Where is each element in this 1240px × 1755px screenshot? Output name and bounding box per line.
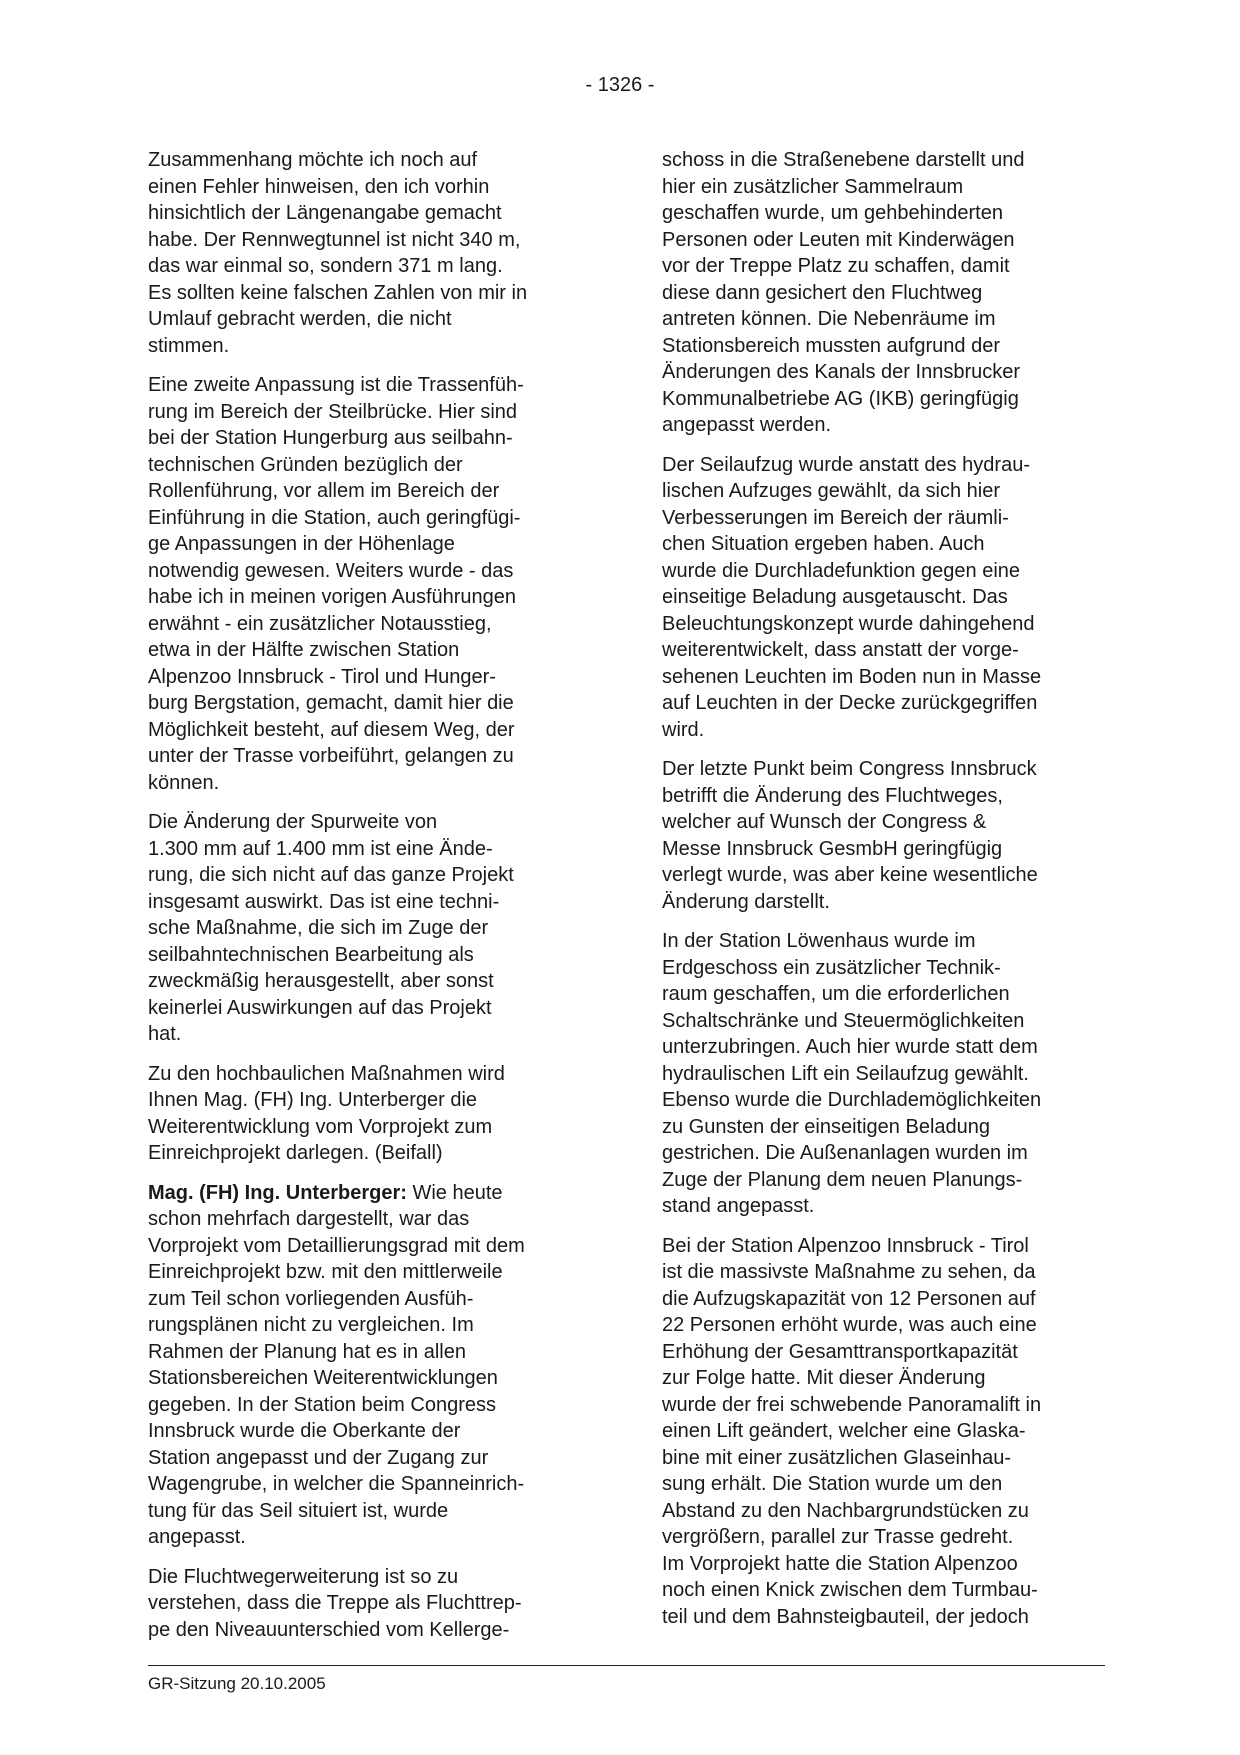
left-column	[148, 147, 588, 1656]
speaker-paragraph	[148, 1180, 588, 1551]
paragraph: Eine zweite Anpassung ist die Trassenfüh- rung im Bereich der Steilbrücke. Hier sind bei der Station Hungerburg aus seilbahn- technischen Gründen bezüglich der Rollenführung, vor allem im Bereich der Einführung in die Station, auch geringfügi- ge Anpassungen in der Höhenlage notwendig gewesen. Weiters wurde - das habe ich in meinen vorigen Ausführungen erwähnt - ein zusätzlicher Notausstieg, etwa in der Hälfte zwischen Station Alpenzoo Innsbruck - Tirol und Hunger- burg Bergstation, gemacht, damit hier die Möglichkeit besteht, auf diesem Weg, der unter der Trasse vorbeiführt, gelangen zu können.	[148, 374, 524, 794]
paragraph: Die Fluchtwegerweiterung ist so zu verstehen, dass die Treppe als Fluchttrep- pe den Niveauunterschied vom Kellerge-	[148, 1565, 522, 1641]
footer-session-date: GR-Sitzung 20.10.2005	[148, 1674, 326, 1693]
right-column	[662, 147, 1102, 1643]
speaker-name: Mag. (FH) Ing. Unterberger:	[148, 1181, 407, 1204]
paragraph: schoss in die Straßenebene darstellt und hier ein zusätzlicher Sammelraum geschaffen wurde, um gehbehinderten Personen oder Leuten mit Kinderwägen vor der Treppe Platz zu schaffen, damit diese dann gesichert den Fluchtweg antreten können. Die Nebenräume im Stationsbereich mussten aufgrund der Änderungen des Kanals der Innsbrucker Kommunalbetriebe AG (IKB) geringfügig angepasst werden.	[662, 149, 1025, 436]
paragraph: Zusammenhang möchte ich noch auf einen Fehler hinweisen, den ich vorhin hinsichtlich der Längenangabe gemacht habe. Der Rennwegtunnel ist nicht 340 m, das war einmal so, sondern 371 m lang. Es sollten keine falschen Zahlen von mir in Umlauf gebracht werden, die nicht stimmen.	[148, 149, 528, 357]
paragraph: Die Änderung der Spurweite von 1.300 mm auf 1.400 mm ist eine Ände- rung, die sich nicht auf das ganze Projekt insgesamt auswirkt. Das ist eine techni- sche Maßnahme, die sich im Zuge der seilbahntechnischen Bearbeitung als zweckmäßig herausgestellt, aber sonst keinerlei Auswirkungen auf das Projekt hat.	[148, 811, 514, 1045]
paragraph: Bei der Station Alpenzoo Innsbruck - Tirol ist die massivste Maßnahme zu sehen, da die Aufzugskapazität von 12 Personen auf 22 Personen erhöht wurde, was auch eine Erhöhung der Gesamttransportkapazität zur Folge hatte. Mit dieser Änderung wurde der frei schwebende Panoramalift in einen Lift geändert, welcher eine Glaska- bine mit einer zusätzlichen Glaseinhau- sung erhält. Die Station wurde um den Abstand zu den Nachbargrundstücken zu vergrößern, parallel zur Trasse gedreht. Im Vorprojekt hatte die Station Alpenzoo noch einen Knick zwischen dem Turmbau- teil und dem Bahnsteigbauteil, der jedoch	[662, 1234, 1042, 1628]
paragraph: Der letzte Punkt beim Congress Innsbruck betrifft die Änderung des Fluchtweges, welcher auf Wunsch der Congress & Messe Innsbruck GesmbH geringfügig verlegt wurde, was aber keine wesentliche Änderung darstellt.	[662, 758, 1038, 913]
page-number: - 1326 -	[585, 74, 655, 96]
paragraph: In der Station Löwenhaus wurde im Erdgeschoss ein zusätzlicher Technik- raum geschaffen, um die erforderlichen Schaltschränke und Steuermöglichkeiten unterzubringen. Auch hier wurde statt dem hydraulischen Lift ein Seilaufzug gewählt. Ebenso wurde die Durchlademöglichkeiten zu Gunsten der einseitigen Beladung gestrichen. Die Außenanlagen wurden im Zuge der Planung dem neuen Planungs- stand angepasst.	[662, 930, 1042, 1217]
paragraph: Der Seilaufzug wurde anstatt des hydrau- lischen Aufzuges gewählt, da sich hier Verbesserungen im Bereich der räumli- chen Situation ergeben haben. Auch wurde die Durchladefunktion gegen eine einseitige Beladung ausgetauscht. Das Beleuchtungskonzept wurde dahingehend weiterentwickelt, dass anstatt der vorge- sehenen Leuchten im Boden nun in Masse auf Leuchten in der Decke zurückgegriffen wird.	[662, 453, 1042, 741]
footer-divider	[148, 1665, 1105, 1666]
paragraph: Zu den hochbaulichen Maßnahmen wird Ihnen Mag. (FH) Ing. Unterberger die Weiterentwicklung vom Vorprojekt zum Einreichprojekt darlegen. (Beifall)	[148, 1062, 505, 1164]
speaker-text: Wie heute schon mehrfach dargestellt, war das Vorprojekt vom Detaillierungsgrad mit dem Einreichprojekt bzw. mit den mittlerweile zum Teil schon vorliegenden Ausfüh- rungsplänen nicht zu vergleichen. Im Rahmen der Planung hat es in allen Stationsbereichen Weiterentwicklungen gegeben. In der Station beim Congress Innsbruck wurde die Oberkante der Station angepasst und der Zugang zur Wagengrube, in welcher die Spanneinrich- tung für das Seil situiert ist, wurde angepasst.	[148, 1181, 525, 1548]
